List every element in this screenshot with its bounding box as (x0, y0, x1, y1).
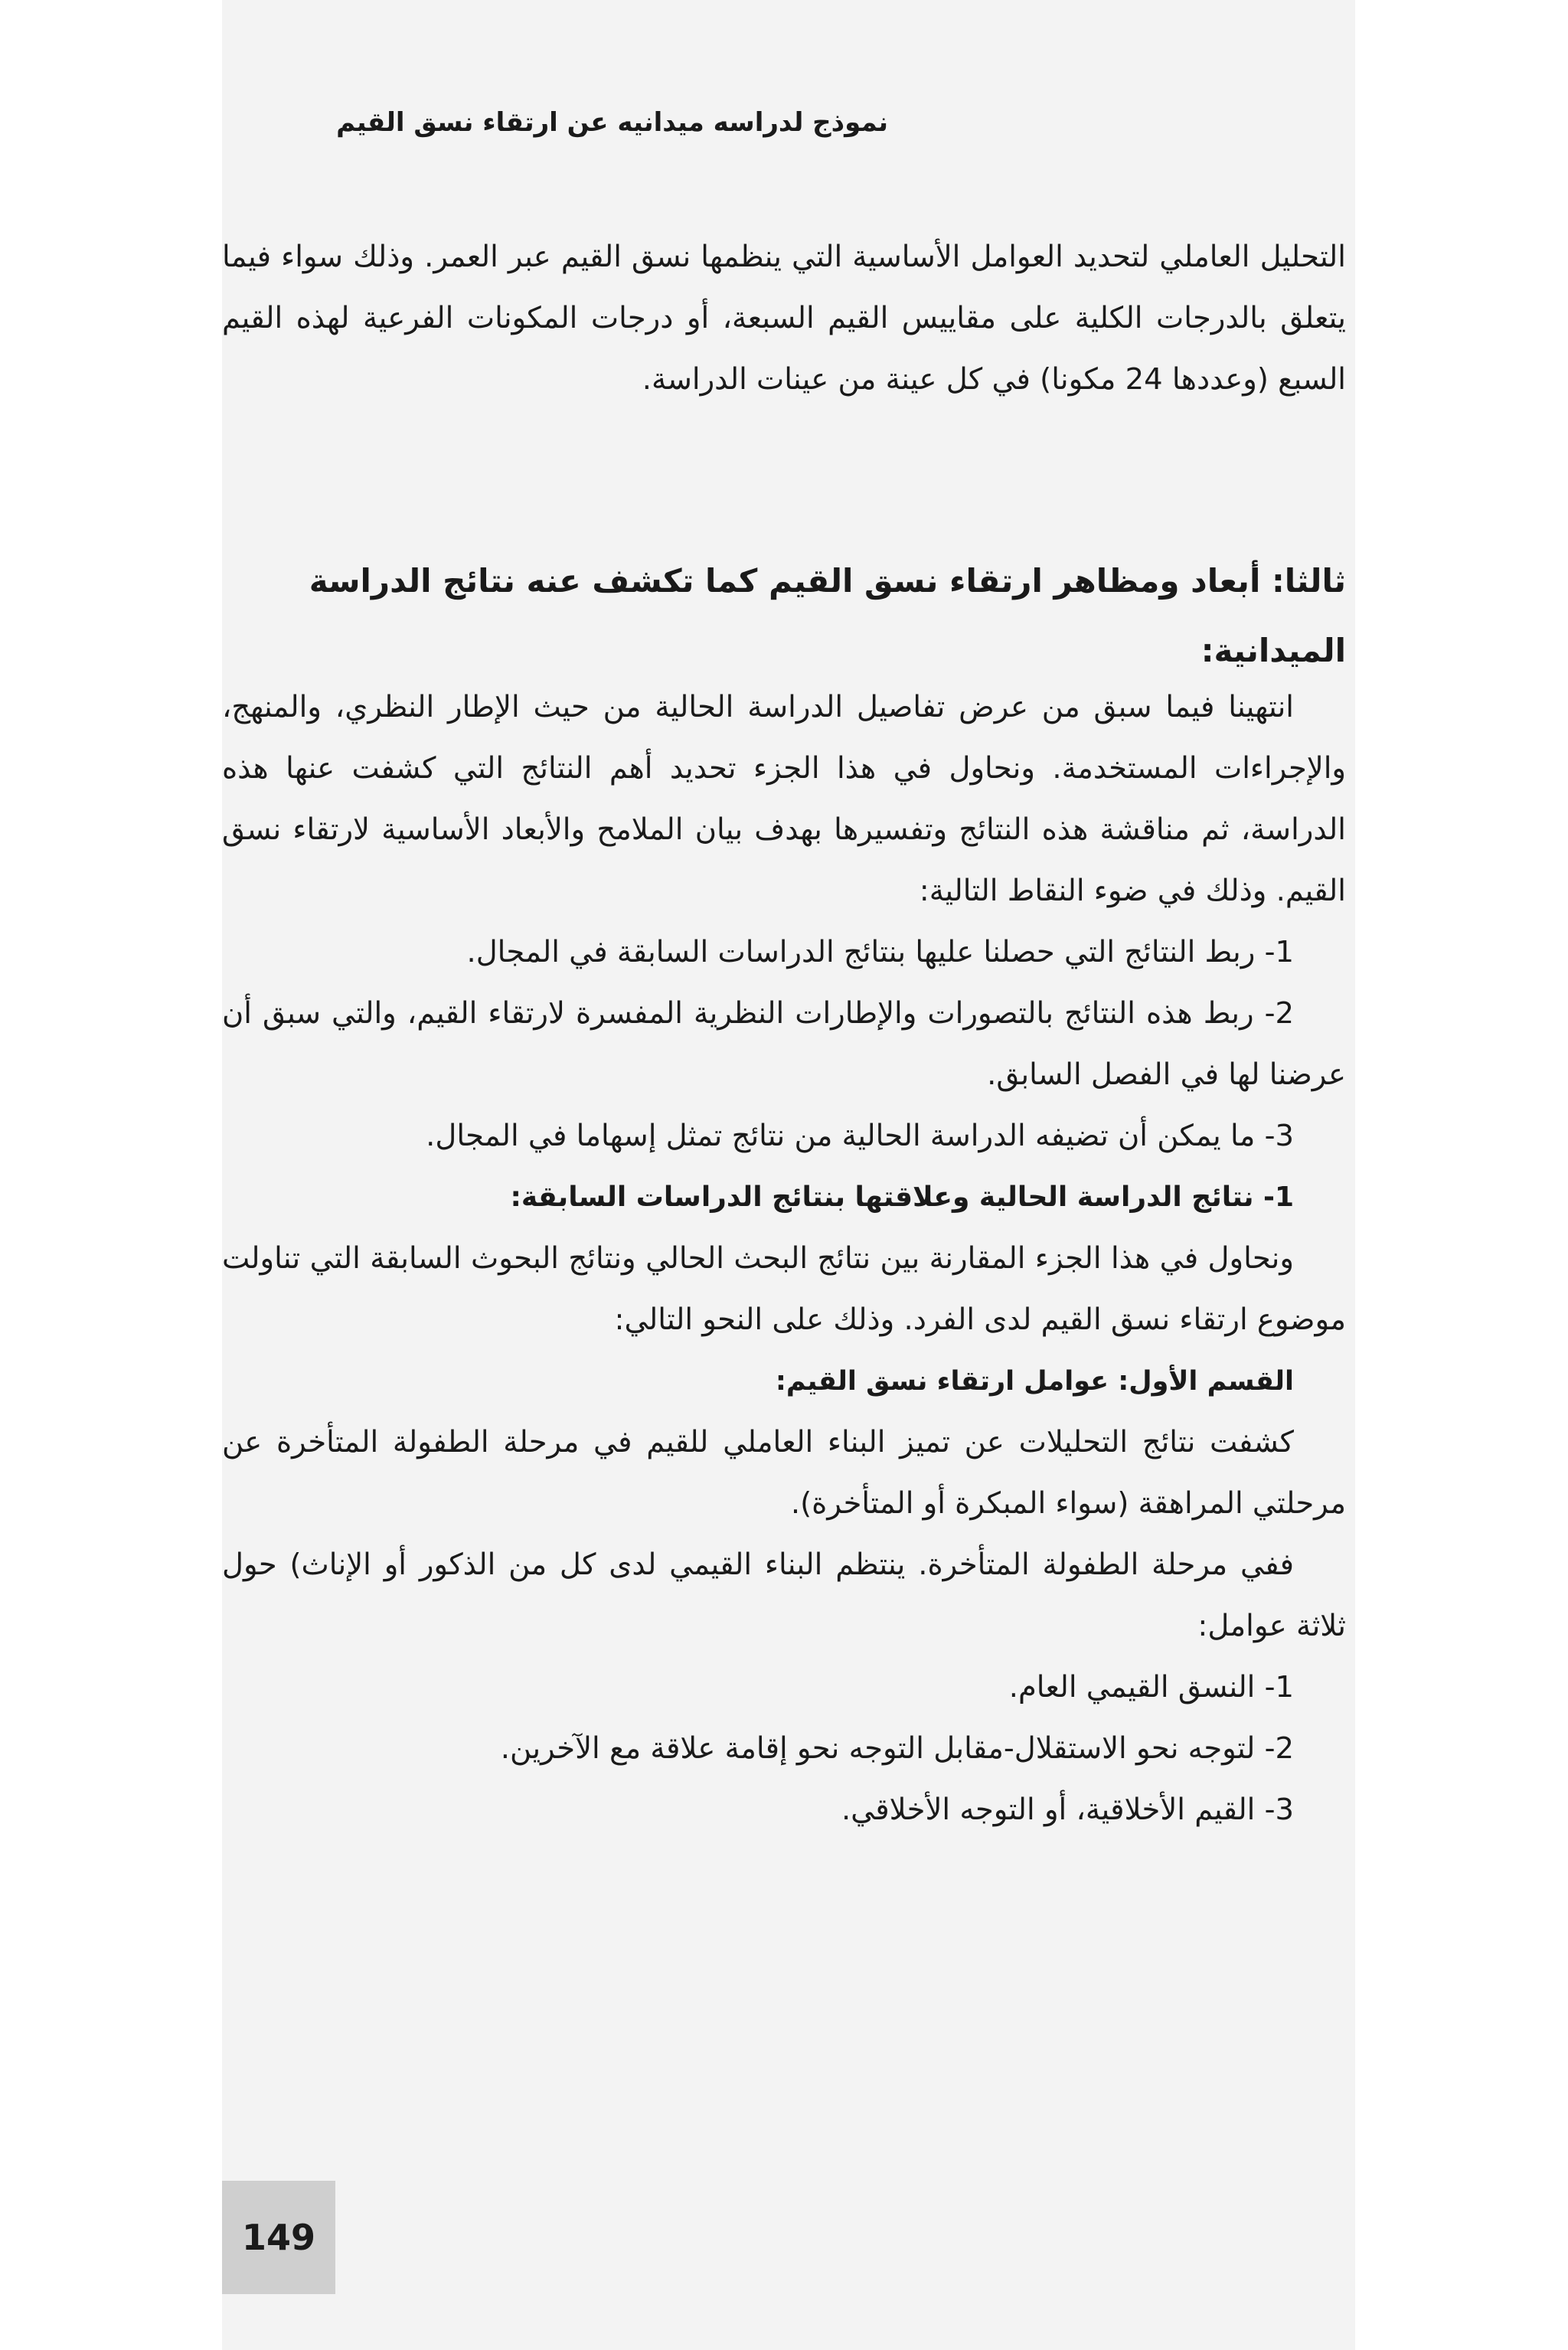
point-3: 3- ما يمكن أن تضيفه الدراسة الحالية من نتائج تمثل إسهاما في المجال. (426, 1119, 1294, 1153)
point-2: 2- ربط هذه النتائج بالتصورات والإطارات النظرية المفسرة لارتقاء القيم، والتي سبق أن عرضنا لها في الفصل السابق. (222, 996, 1346, 1092)
factor-2: 2- لتوجه نحو الاستقلال-مقابل التوجه نحو إقامة علاقة مع الآخرين. (500, 1731, 1294, 1766)
intro-paragraph: التحليل العاملي لتحديد العوامل الأساسية التي ينظمها نسق القيم عبر العمر. وذلك سواء فيما يتعلق بالدرجات الكلية على مقاييس القيم السبعة، أو درجات المكونات الفرعية لهذه القيم السبع (وعددها 24 مكونا) في كل عينة من عينات الدراسة. (222, 240, 1346, 397)
subheading-results: 1- نتائج الدراسة الحالية وعلاقتها بنتائج الدراسات السابقة: (510, 1182, 1294, 1213)
point-1: 1- ربط النتائج التي حصلنا عليها بنتائج الدراسات السابقة في المجال. (466, 935, 1294, 969)
page-number: 149 (241, 2217, 316, 2258)
section-heading-line1: ثالثا: أبعاد ومظاهر ارتقاء نسق القيم كما تكشف عنه نتائج الدراسة (309, 562, 1346, 600)
section-heading (222, 534, 1346, 674)
paragraph-5: ففي مرحلة الطفولة المتأخرة. ينتظم البناء القيمي لدى كل من الذكور أو الإناث) حول ثلاثة عوامل: (222, 1548, 1346, 1643)
factor-1: 1- النسق القيمي العام. (1008, 1670, 1294, 1704)
intro-block (222, 227, 1346, 410)
paragraph-2: انتهينا فيما سبق من عرض تفاصيل الدراسة الحالية من حيث الإطار النظري، والمنهج، والإجراءات المستخدمة. ونحاول في هذا الجزء تحديد أهم النتائج التي كشفت عنها هذه الدراسة، ثم مناقشة هذه النتائج وتفسيرها بهدف بيان الملامح والأبعاد الأساسية لارتقاء نسق القيم. وذلك في ضوء النقاط التالية: (222, 690, 1346, 908)
section-heading-line2: الميدانية: (1200, 632, 1346, 669)
page-number-box (222, 2181, 335, 2294)
subheading-factors: القسم الأول: عوامل ارتقاء نسق القيم: (775, 1366, 1294, 1397)
paragraph-3: ونحاول في هذا الجزء المقارنة بين نتائج البحث الحالي ونتائج البحوث السابقة التي تناولت موضوع ارتقاء نسق القيم لدى الفرد. وذلك على النحو التالي: (222, 1241, 1346, 1337)
main-block (222, 534, 1346, 1841)
paragraph-4: كشفت نتائج التحليلات عن تميز البناء العاملي للقيم في مرحلة الطفولة المتأخرة عن مرحلتي المراهقة (سواء المبكرة أو المتأخرة). (222, 1425, 1346, 1521)
factor-3: 3- القيم الأخلاقية، أو التوجه الأخلاقي. (841, 1793, 1294, 1827)
running-head: نموذج لدراسه ميدانيه عن ارتقاء نسق القيم (336, 107, 888, 138)
